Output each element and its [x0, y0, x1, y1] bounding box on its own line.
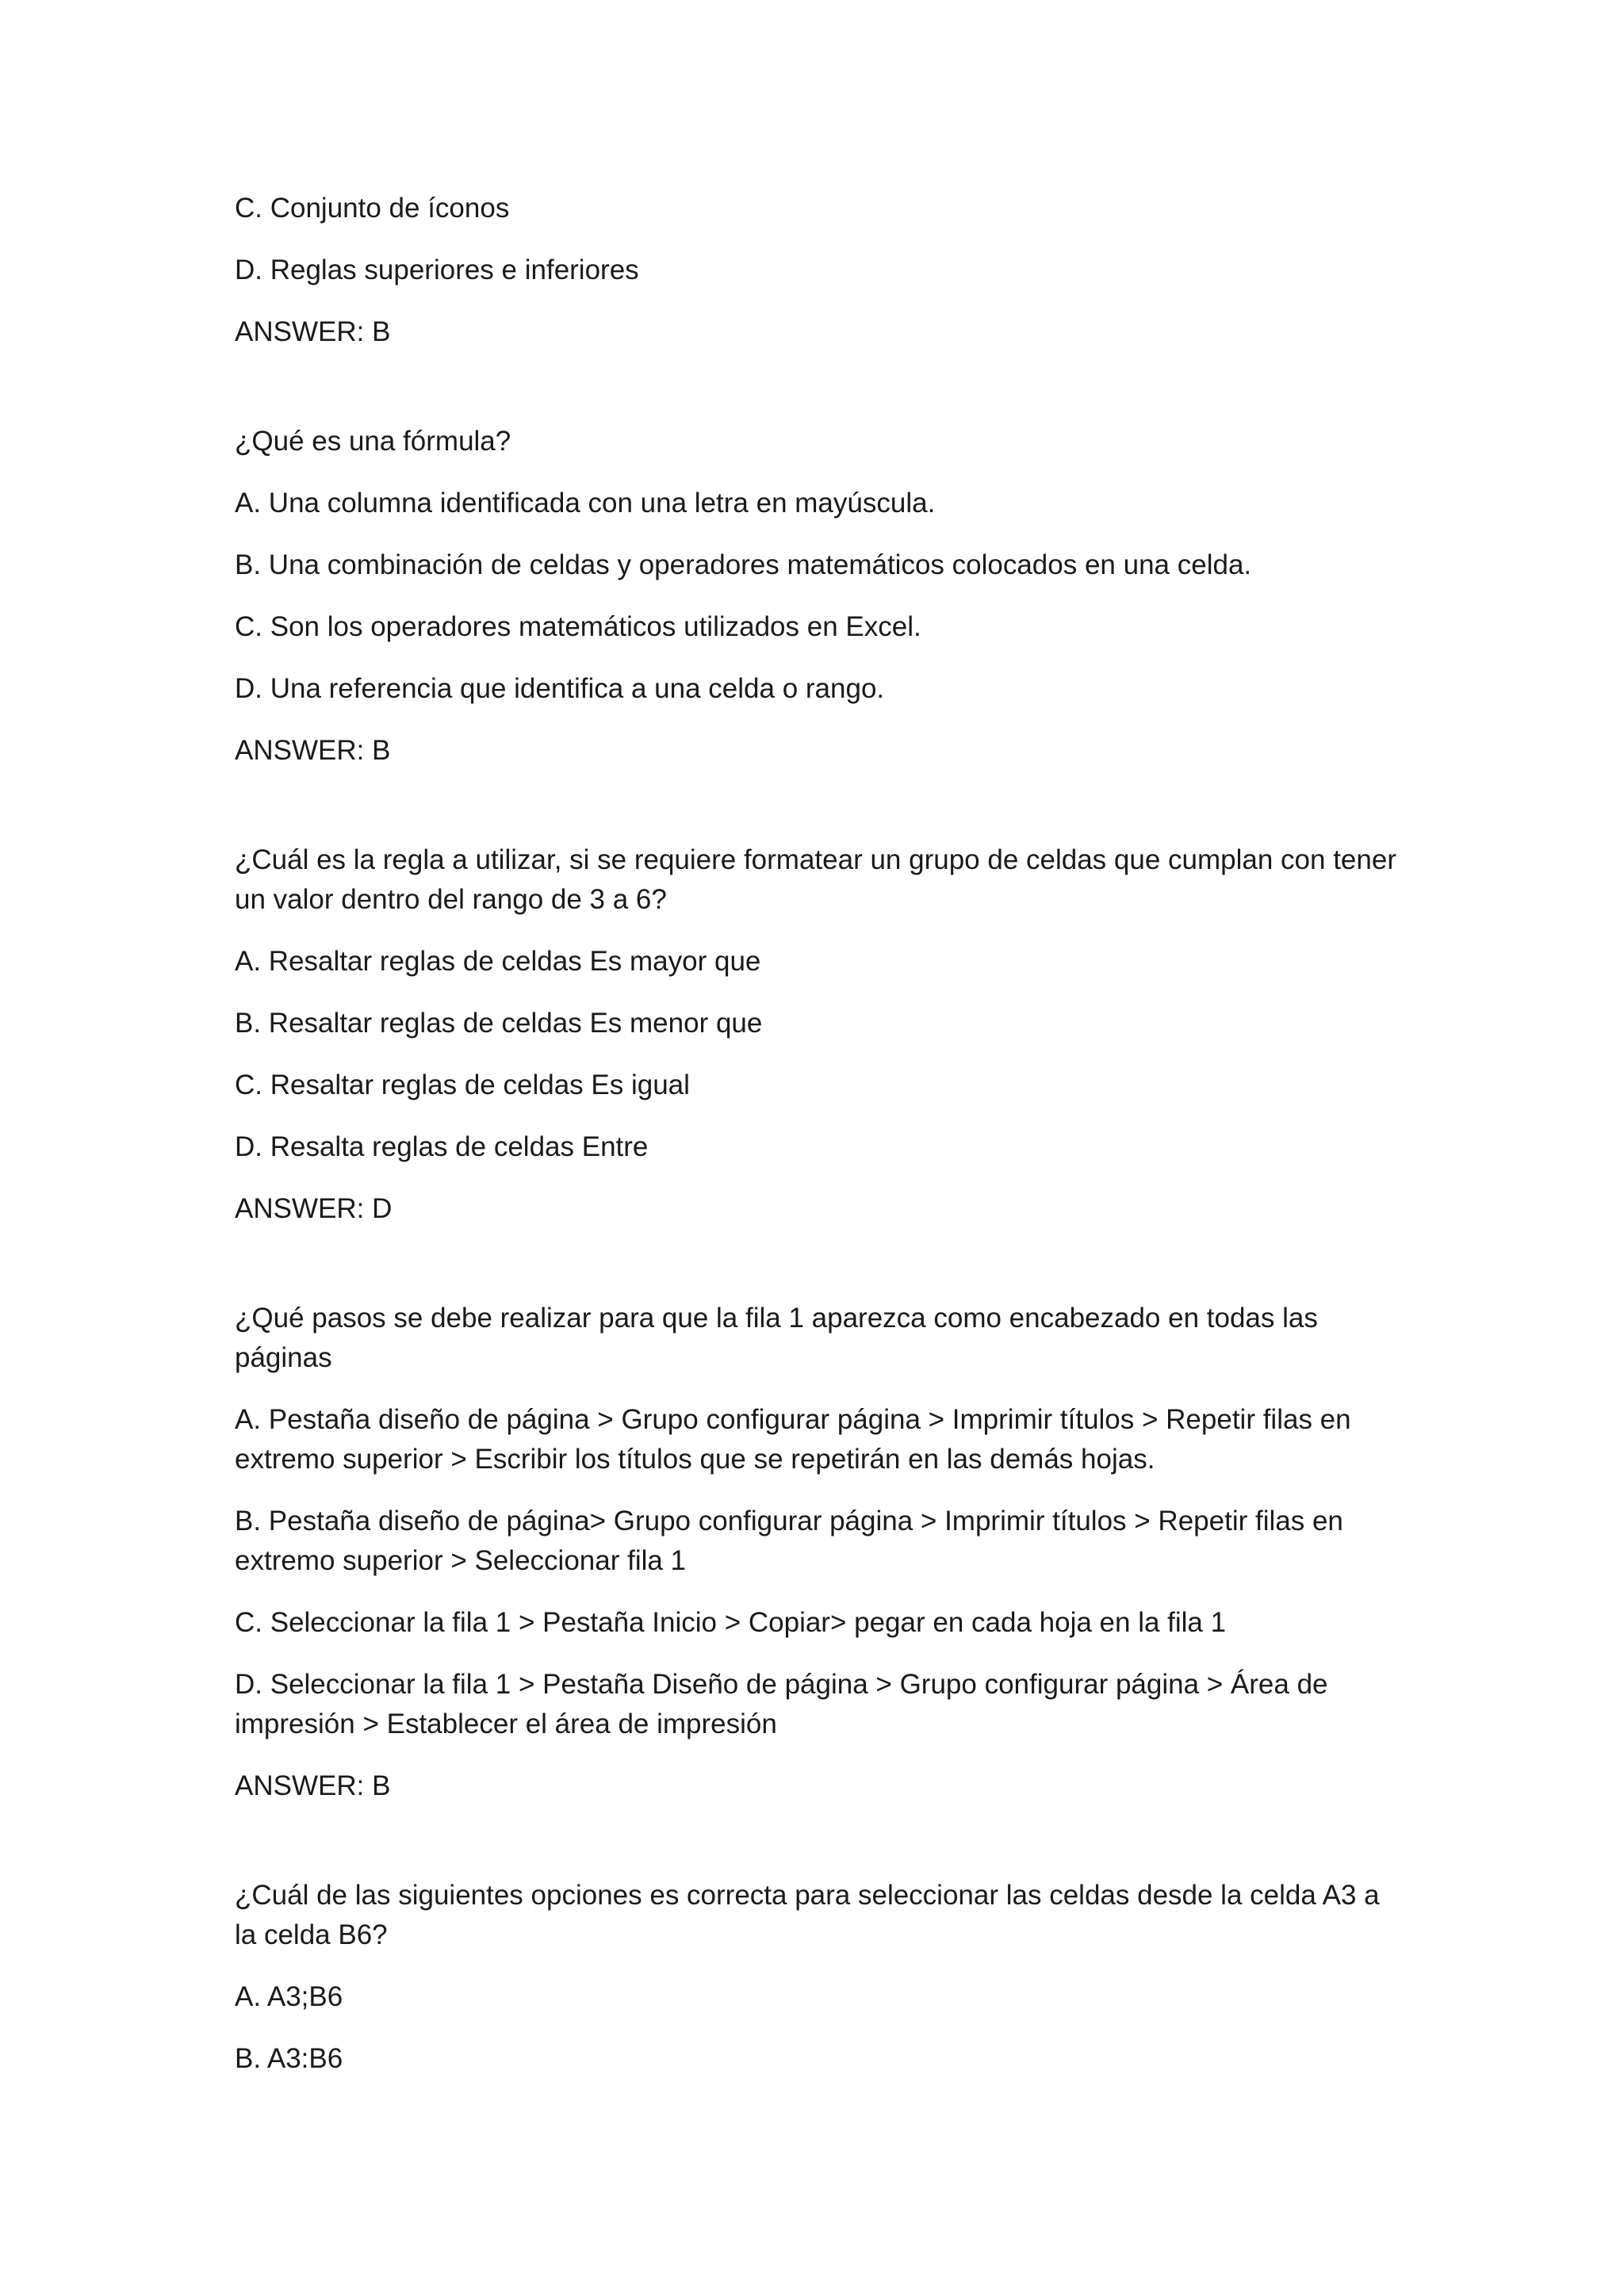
- answer-line: ANSWER: B: [235, 316, 391, 347]
- option-c: C. Conjunto de íconos: [235, 193, 510, 224]
- answer-line: ANSWER: D: [235, 1193, 393, 1224]
- option-a: A. Pestaña diseño de página > Grupo configurar página > Imprimir títulos > Repetir filas en extremo superior > Escribir los títulos que se repetirán en las demás hojas.: [235, 1404, 1351, 1475]
- option-d: D. Una referencia que identifica a una celda o rango.: [235, 673, 885, 704]
- question-block: [235, 1299, 1400, 1806]
- option-d: D. Seleccionar la fila 1 > Pestaña Diseño de página > Grupo configurar página > Área de impresión > Establecer el área de impresión: [235, 1669, 1328, 1739]
- option-c: C. Seleccionar la fila 1 > Pestaña Inicio > Copiar> pegar en cada hoja en la fila 1: [235, 1607, 1227, 1638]
- option-c: C. Son los operadores matemáticos utilizados en Excel.: [235, 611, 921, 642]
- option-d: D. Resalta reglas de celdas Entre: [235, 1131, 649, 1162]
- option-b: B. Resaltar reglas de celdas Es menor que: [235, 1008, 763, 1039]
- option-b: B. Una combinación de celdas y operadores matemáticos colocados en una celda.: [235, 549, 1252, 580]
- option-d: D. Reglas superiores e inferiores: [235, 254, 639, 285]
- page-content: [235, 189, 1400, 2101]
- question-text: ¿Qué pasos se debe realizar para que la fila 1 aparezca como encabezado en todas las páginas: [235, 1303, 1318, 1373]
- question-text: ¿Qué es una fórmula?: [235, 426, 511, 457]
- question-block: [235, 422, 1400, 771]
- option-c: C. Resaltar reglas de celdas Es igual: [235, 1070, 690, 1100]
- option-a: A. Una columna identificada con una letra en mayúscula.: [235, 488, 936, 519]
- option-b: B. Pestaña diseño de página> Grupo configurar página > Imprimir títulos > Repetir filas en extremo superior > Seleccionar fila 1: [235, 1506, 1343, 1576]
- question-text: ¿Cuál de las siguientes opciones es correcta para seleccionar las celdas desde la celda A3 a la celda B6?: [235, 1880, 1380, 1950]
- option-a: A. A3;B6: [235, 1981, 343, 2012]
- answer-line: ANSWER: B: [235, 1770, 391, 1801]
- question-text: ¿Cuál es la regla a utilizar, si se requiere formatear un grupo de celdas que cumplan con tener un valor dentro del rango de 3 a 6?: [235, 844, 1396, 915]
- question-block: [235, 189, 1400, 352]
- option-a: A. Resaltar reglas de celdas Es mayor que: [235, 946, 761, 977]
- option-b: B. A3:B6: [235, 2043, 343, 2074]
- question-block: [235, 1876, 1400, 2079]
- question-block: [235, 840, 1400, 1229]
- answer-line: ANSWER: B: [235, 735, 391, 766]
